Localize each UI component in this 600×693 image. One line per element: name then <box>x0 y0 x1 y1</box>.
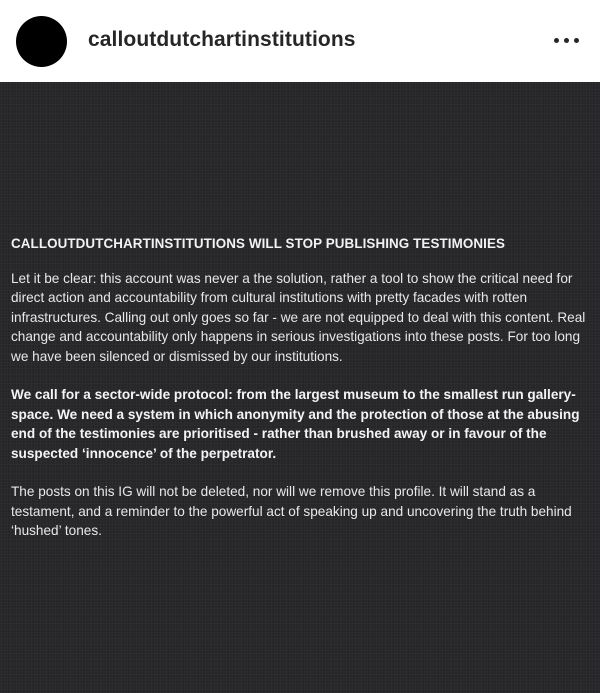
post-title: CALLOUTDUTCHARTINSTITUTIONS WILL STOP PUBLISHING TESTIMONIES <box>11 236 506 251</box>
post-header <box>0 0 600 82</box>
more-horizontal-icon <box>574 38 579 43</box>
more-horizontal-icon <box>564 38 569 43</box>
more-options-button[interactable] <box>546 26 586 54</box>
avatar[interactable] <box>16 16 67 67</box>
post-paragraph-1: Let it be clear: this account was never a the solution, rather a tool to show the critical need for direct action and accountability from cultural institutions with pretty facades with rotten infrastructures. Calling out only goes so far - we are not equipped to deal with this content. Real change and accountability only happens in serious investigations into these posts. For too long we have been silenced or dismissed by our institutions. <box>11 270 586 364</box>
post-image[interactable] <box>0 82 600 693</box>
username[interactable]: calloutdutchartinstitutions <box>88 28 356 51</box>
post-paragraph-2: We call for a sector-wide protocol: from the largest museum to the smallest run gallery-space. We need a system in which anonymity and the protection of those at the abusing end of the testimonies are prioritised - rather than brushed away or in favour of the suspected ‘innocence’ of the perpetrator. <box>11 387 580 461</box>
more-horizontal-icon <box>554 38 559 43</box>
post-paragraph-3: The posts on this IG will not be deleted, nor will we remove this profile. It will stand as a testament, and a reminder to the powerful act of speaking up and uncovering the truth behind ‘hushed’ tones. <box>11 484 572 538</box>
post-text-content <box>11 234 589 560</box>
